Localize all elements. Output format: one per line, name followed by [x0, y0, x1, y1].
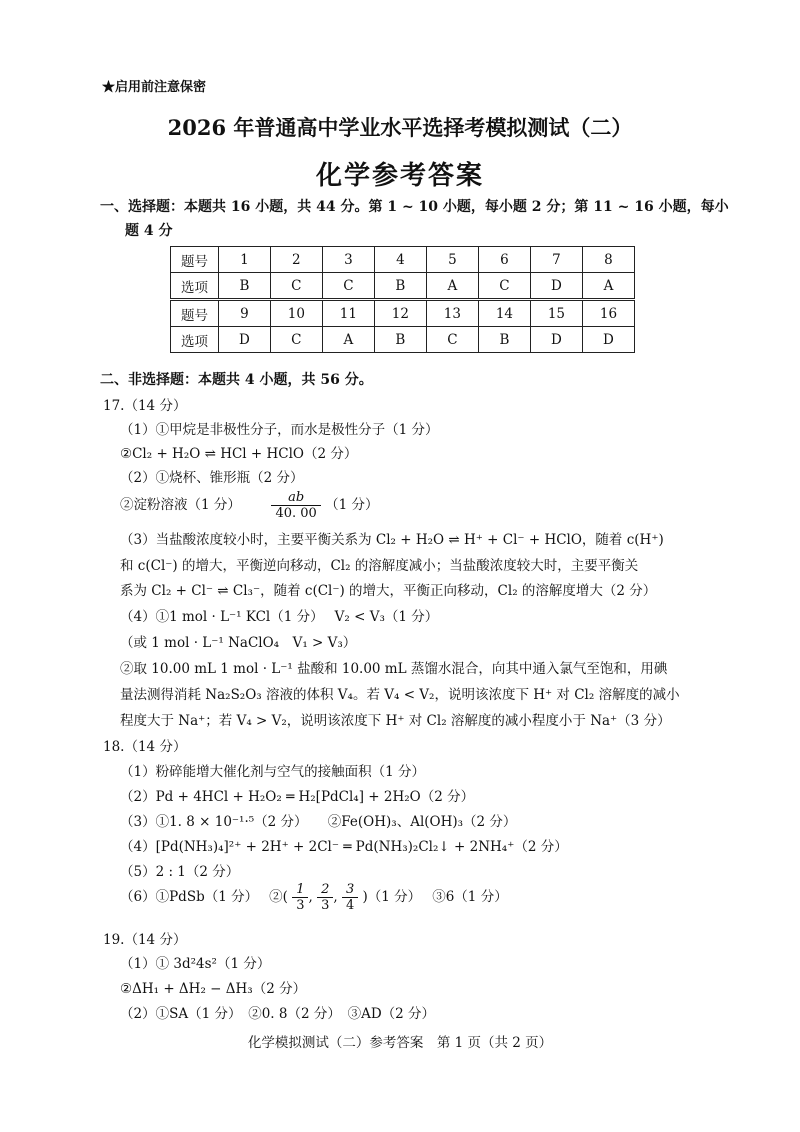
q18-label: 18.（14 分） [103, 739, 187, 755]
table-cell: C [478, 273, 530, 300]
table-cell: 10 [270, 300, 322, 327]
table-cell: D [219, 327, 271, 353]
fraction-numerator: 1 [292, 882, 308, 898]
table-cell: 选项 [171, 273, 219, 300]
section1-heading-cont: 题 4 分 [125, 223, 173, 239]
table-row [171, 300, 635, 327]
answer-table [170, 246, 635, 353]
table-cell: B [478, 327, 530, 353]
q17-line: （4）①1 mol · L⁻¹ KCl（1 分） V₂ < V₃（1 分） [120, 609, 439, 625]
q17-line: 系为 Cl₂ + Cl⁻ ⇌ Cl₃⁻，随着 c(Cl⁻) 的增大，平衡正向移动，Cl₂ 的溶解度增大（2 分） [120, 583, 657, 599]
table-cell: D [582, 327, 634, 353]
q17-line: （2）①烧杯、锥形瓶（2 分） [120, 470, 304, 486]
q18-line: （1）粉碎能增大催化剂与空气的接触面积（1 分） [120, 764, 425, 780]
table-cell: C [270, 327, 322, 353]
document-subtitle: 化学参考答案 [315, 161, 484, 191]
exam-title: 2026 年普通高中学业水平选择考模拟测试（二） [167, 115, 633, 140]
table-cell: 6 [478, 247, 530, 273]
fraction-numerator: 2 [317, 882, 333, 898]
fraction-denominator: 3 [296, 898, 305, 913]
q19-line: （2）①SA（1 分） ②0. 8（2 分） ③AD（2 分） [120, 1006, 436, 1022]
table-cell: 15 [530, 300, 582, 327]
q19-label: 19.（14 分） [103, 932, 187, 948]
page-footer: 化学模拟测试（二）参考答案 第 1 页（共 2 页） [247, 1035, 553, 1051]
q18-line: （4）[Pd(NH₃)₄]²⁺ + 2H⁺ + 2Cl⁻ ═ Pd(NH₃)₂Cl₂↓ + 2NH₄⁺（2 分） [120, 839, 568, 855]
q18-part6-end: )（1 分） ③6（1 分） [362, 889, 508, 905]
table-row [171, 273, 635, 300]
table-row [171, 327, 635, 353]
table-cell: 13 [426, 300, 478, 327]
table-cell: C [270, 273, 322, 300]
table-cell: 1 [219, 247, 271, 273]
section2-heading: 二、非选择题：本题共 4 小题，共 56 分。 [100, 372, 373, 388]
q17-line: ②取 10.00 mL 1 mol · L⁻¹ 盐酸和 10.00 mL 蒸馏水混合，向其中通入氯气至饱和，用碘 [120, 661, 668, 677]
q17-line: 量法测得消耗 Na₂S₂O₃ 溶液的体积 V₄。若 V₄ < V₂，说明该浓度下 H⁺ 对 Cl₂ 溶解度的减小 [120, 687, 680, 703]
fraction-numerator: ab [271, 490, 320, 506]
table-cell: B [219, 273, 271, 300]
q17-line-fraction [120, 490, 379, 521]
table-cell: 5 [426, 247, 478, 273]
table-cell: B [374, 327, 426, 353]
table-cell: 14 [478, 300, 530, 327]
fraction [292, 882, 308, 913]
q17-line: ②Cl₂ + H₂O ⇌ HCl + HClO（2 分） [120, 446, 358, 462]
table-cell: D [530, 273, 582, 300]
q17-starch-answer: ②淀粉溶液（1 分） [120, 497, 241, 513]
q18-part6-start: （6）①PdSb（1 分） ②( [120, 889, 288, 905]
table-cell: 11 [322, 300, 374, 327]
confidential-notice: ★启用前注意保密 [102, 80, 207, 95]
table-cell: A [322, 327, 374, 353]
table-cell: 12 [374, 300, 426, 327]
table-cell: D [530, 327, 582, 353]
table-cell: 题号 [171, 247, 219, 273]
table-cell: 2 [270, 247, 322, 273]
fraction-denominator: 40. 00 [275, 506, 317, 521]
table-row [171, 247, 635, 273]
q17-line: （1）①甲烷是非极性分子，而水是极性分子（1 分） [120, 422, 439, 438]
q18-line: （2）Pd + 4HCl + H₂O₂ ═ H₂[PdCl₄] + 2H₂O（2 分） [120, 789, 475, 805]
q17-line: （3）当盐酸浓度较小时，主要平衡关系为 Cl₂ + H₂O ⇌ H⁺ + Cl⁻ + HClO，随着 c(H⁺) [120, 532, 664, 548]
q18-line: （3）①1. 8 × 10⁻¹·⁵（2 分） ②Fe(OH)₃、Al(OH)₃（2 分） [120, 814, 517, 830]
table-cell: A [426, 273, 478, 300]
q17-line: （或 1 mol · L⁻¹ NaClO₄ V₁ > V₃） [120, 635, 357, 651]
table-cell: 选项 [171, 327, 219, 353]
q18-line: （5）2 : 1（2 分） [120, 864, 240, 880]
fraction-numerator: 3 [342, 882, 358, 898]
q19-line: ②ΔH₁ + ΔH₂ − ΔH₃（2 分） [120, 981, 307, 997]
fraction [342, 882, 358, 913]
q18-line-fractions: （6）①PdSb（1 分） ②( $\frac{1}{3}$ , $\frac{2}{3}$ , $\frac{3}{4}$ )（1 分） ③6（1 分） [120, 882, 508, 913]
table-cell: 3 [322, 247, 374, 273]
q17-line: 和 c(Cl⁻) 的增大，平衡逆向移动，Cl₂ 的溶解度减小；当盐酸浓度较大时，主要平衡关 [120, 558, 639, 574]
q19-line: （1）① 3d²4s²（1 分） [120, 956, 271, 972]
q17-line: 程度大于 Na⁺；若 V₄ > V₂，说明该浓度下 H⁺ 对 Cl₂ 溶解度的减小程度小于 Na⁺（3 分） [120, 713, 671, 729]
table-cell: A [582, 273, 634, 300]
table-cell: 7 [530, 247, 582, 273]
fraction-denominator: 3 [321, 898, 330, 913]
table-cell: 题号 [171, 300, 219, 327]
table-cell: B [374, 273, 426, 300]
table-cell: C [426, 327, 478, 353]
fraction-denominator: 4 [345, 898, 355, 913]
table-cell: 9 [219, 300, 271, 327]
section1-heading: 一、选择题：本题共 16 小题，共 44 分。第 1 ~ 10 小题，每小题 2 分；第 11 ~ 16 小题，每小 [100, 199, 729, 215]
fraction [317, 882, 333, 913]
table-cell: 16 [582, 300, 634, 327]
q17-label: 17.（14 分） [103, 398, 187, 414]
fraction [271, 490, 320, 521]
table-cell: 4 [374, 247, 426, 273]
q17-score: （1 分） [325, 497, 379, 513]
table-cell: C [322, 273, 374, 300]
table-cell: 8 [582, 247, 634, 273]
